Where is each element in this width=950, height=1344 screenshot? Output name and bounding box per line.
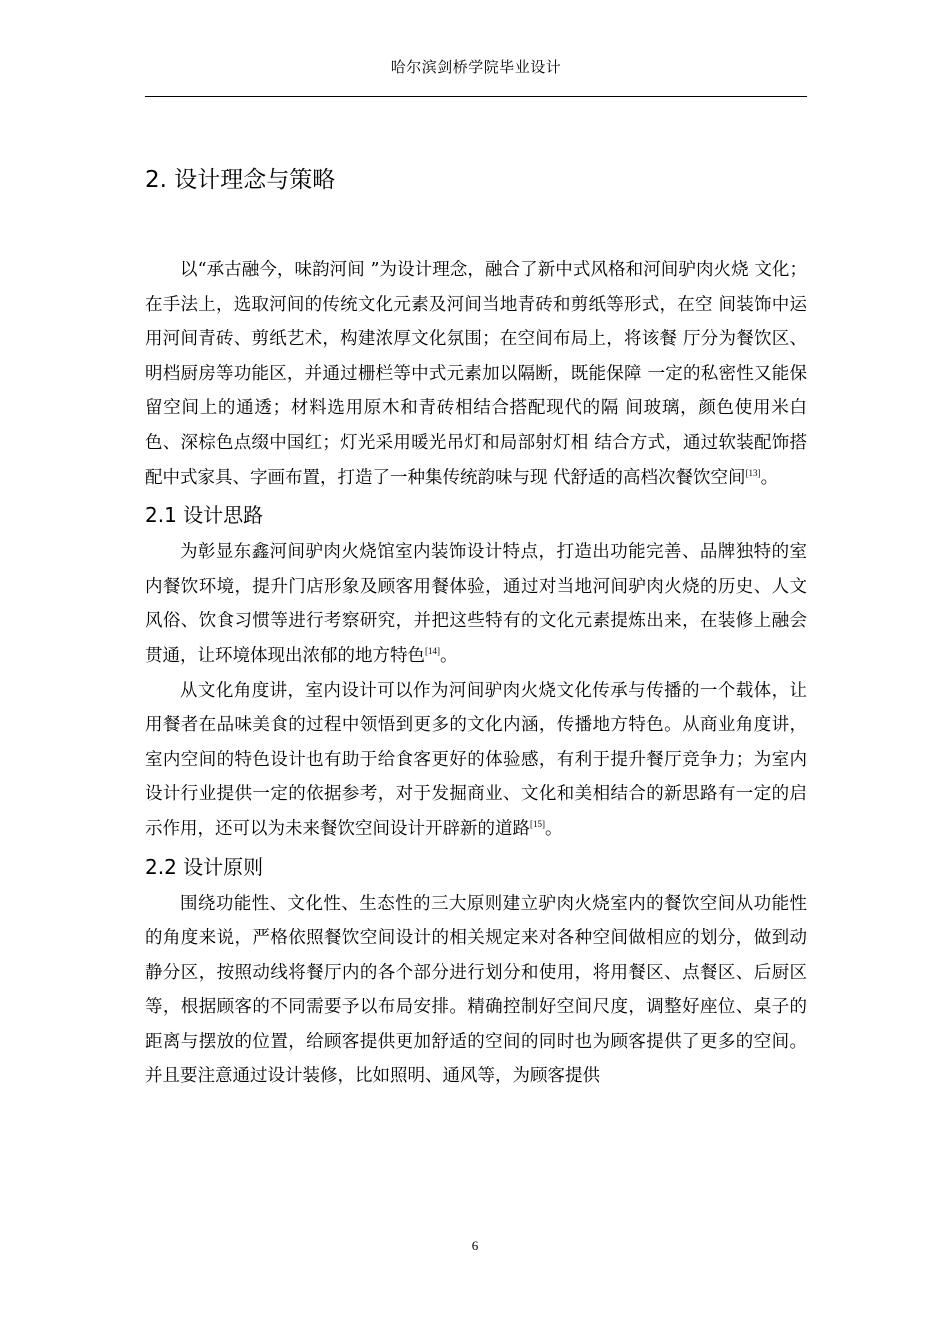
body-paragraph <box>145 535 807 673</box>
intro-paragraph <box>145 253 807 495</box>
paragraph-text: 从文化角度讲，室内设计可以作为河间驴肉火烧文化传承与传播的一个载体，让用餐者在品味美食的过程中领悟到更多的文化内涵，传播地方特色。从商业角度讲，室内空间的特色设计也有助于给食客更好的体验感，有利于提升餐厅竞争力；为室内设计行业提供一定的依据参考，对于发掘商业、文化和美相结合的新思路有一定的启示作用，还可以为未来餐饮空间设计开辟新的道路 <box>145 680 807 839</box>
citation-ref: [15] <box>530 819 545 830</box>
header-divider <box>145 96 807 97</box>
paragraph-text: 围绕功能性、文化性、生态性的三大原则建立驴肉火烧室内的餐饮空间从功能性的角度来说，严格依照餐饮空间设计的相关规定来对各种空间做相应的划分，做到动静分区，按照动线将餐厅内的各个部分进行划分和使用，将用餐区、点餐区、后厨区等，根据顾客的不同需要予以布局安排。精确控制好空间尺度，调整好座位、桌子的距离与摆放的位置，给顾客提供更加舒适的空间的同时也为顾客提供了更多的空间。并且要注意通过设计装修，比如照明、通风等，为顾客提供 <box>145 893 807 1087</box>
page-header: 哈尔滨剑桥学院毕业设计 <box>390 58 562 76</box>
citation-ref: [13] <box>745 467 761 478</box>
paragraph-text: 以“承古融今，味韵河间 ”为设计理念，融合了新中式风格和河间驴肉火烧 文化；在手法上，选取河间的传统文化元素及河间当地青砖和剪纸等形式，在空 间装饰中运用河间青砖、剪纸艺术，构建浓厚文化氛围；在空间布局上，将该餐 厅分为餐饮区、明档厨房等功能区，并通过栅栏等中式元素加以隔断，既能保障 一定的私密性又能保留空间上的通透；材料选用原木和青砖相结合搭配现代的隔 间玻璃，颜色使用米白色、深棕色点缀中国红；灯光采用暖光吊灯和局部射灯相 结合方式，通过软装配饰搭配中式家具、字画布置，打造了一种集传统韵味与现 代舒适的高档次餐饮空间 <box>145 260 807 488</box>
main-content <box>145 160 807 1094</box>
subsection-heading-2-2: 2.2 设计原则 <box>145 854 264 879</box>
paragraph-end: 。 <box>440 645 458 666</box>
paragraph-end: 。 <box>760 467 779 488</box>
subsection-heading-2-1: 2.1 设计思路 <box>145 503 264 528</box>
page-number: 6 <box>471 1238 479 1253</box>
body-paragraph <box>145 887 807 1095</box>
citation-ref: [14] <box>425 646 440 657</box>
section-heading: 2. 设计理念与策略 <box>145 167 336 193</box>
body-paragraph <box>145 674 807 847</box>
paragraph-end: 。 <box>545 818 563 839</box>
paragraph-text: 为彰显东鑫河间驴肉火烧馆室内装饰设计特点，打造出功能完善、品牌独特的室内餐饮环境，提升门店形象及顾客用餐体验，通过对当地河间驴肉火烧的历史、人文风俗、饮食习惯等进行考察研究，并把这些特有的文化元素提炼出来，在装修上融会贯通，让环境体现出浓郁的地方特色 <box>145 542 807 666</box>
